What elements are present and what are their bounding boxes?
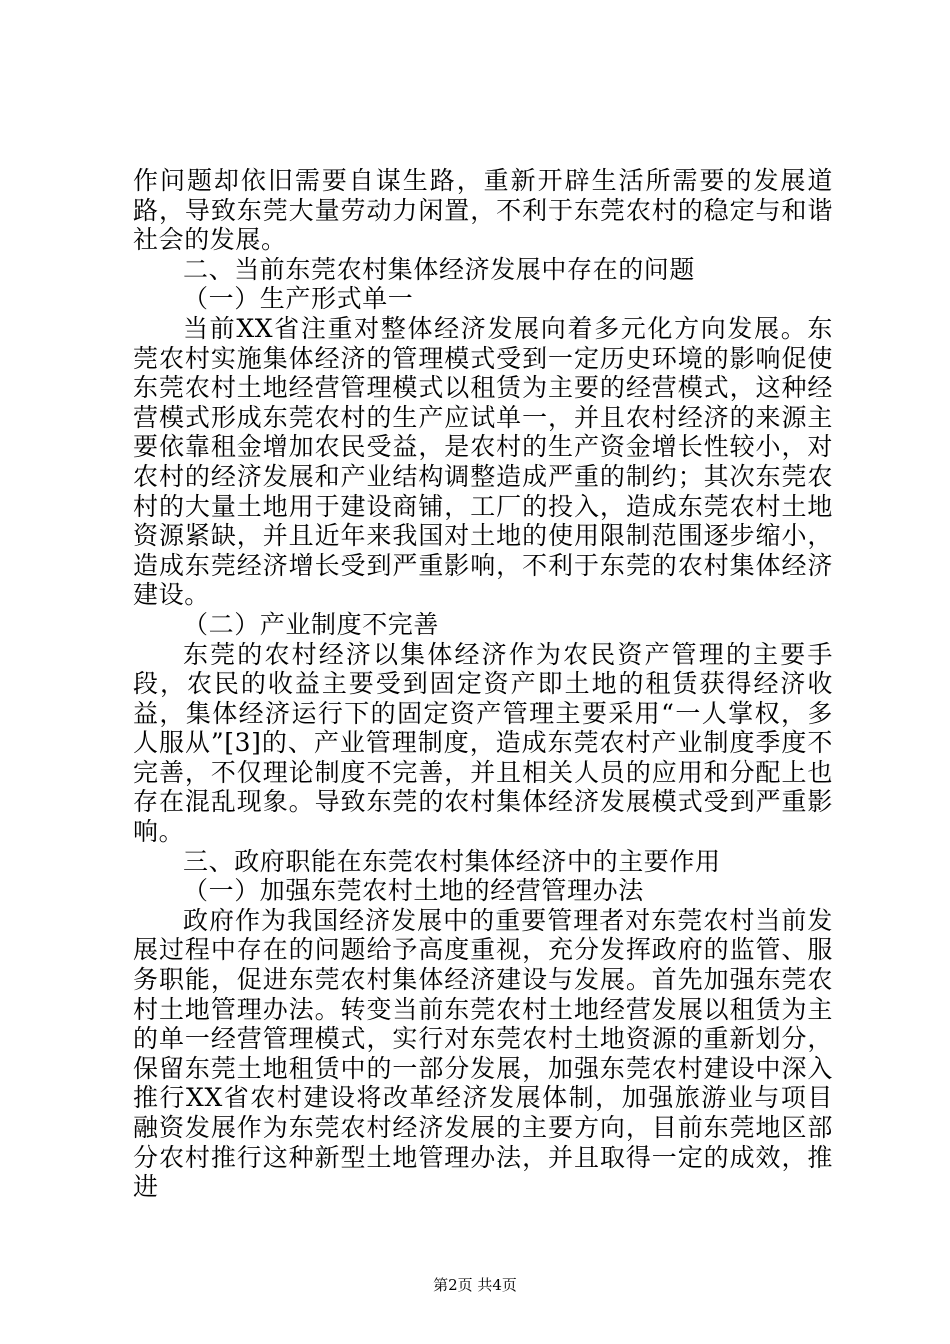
section-heading-2: 二、当前东莞农村集体经济发展中存在的问题 xyxy=(183,254,696,284)
document-body xyxy=(133,166,833,1202)
subsection-heading-2-2: （二）产业制度不完善 xyxy=(183,609,440,639)
paragraph-land-management: 政府作为我国经济发展中的重要管理者对东莞农村当前发展过程中存在的问题给予高度重视，充分发挥政府的监管、服务职能，促进东莞农村集体经济建设与发展。首先加强东莞农村土地管理办法。转变当前东莞农村土地经营发展以租赁为主的单一经营管理模式，实行对东莞农村土地资源的重新划分，保留东莞土地租赁中的一部分发展，加强东莞农村建设中深入推行XX省农村建设将改革经济发展体制，加强旅游业与项目融资发展作为东莞农村经济发展的主要方向，目前东莞地区部分农村推行这种新型土地管理办法，并且取得一定的成效，推进 xyxy=(133,905,833,1202)
paragraph-industry-system: 东莞的农村经济以集体经济作为农民资产管理的主要手段，农民的收益主要受到固定资产即土地的租赁获得经济收益，集体经济运行下的固定资产管理主要采用“一人掌权，多人服从”[3]的、产业管理制度，造成东莞农村产业制度季度不完善，不仅理论制度不完善，并且相关人员的应用和分配上也存在混乱现象。导致东莞的农村集体经济发展模式受到严重影响。 xyxy=(133,639,833,847)
section-heading-3: 三、政府职能在东莞农村集体经济中的主要作用 xyxy=(183,846,721,876)
paragraph-production-form: 当前XX省注重对整体经济发展向着多元化方向发展。东莞农村实施集体经济的管理模式受到一定历史环境的影响促使东莞农村土地经营管理模式以租赁为主要的经营模式，这种经营模式形成东莞农村的生产应试单一，并且农村经济的来源主要依靠租金增加农民受益，是农村的生产资金增长性较小，对农村的经济发展和产业结构调整造成严重的制约；其次东莞农村的大量土地用于建设商铺，工厂的投入，造成东莞农村土地资源紧缺，并且近年来我国对土地的使用限制范围逐步缩小，造成东莞经济增长受到严重影响，不利于东莞的农村集体经济建设。 xyxy=(133,313,833,610)
subsection-heading-3-1: （一）加强东莞农村土地的经营管理办法 xyxy=(183,876,644,906)
paragraph-continuation: 作问题却依旧需要自谋生路，重新开辟生活所需要的发展道路，导致东莞大量劳动力闲置，不利于东莞农村的稳定与和谐社会的发展。 xyxy=(133,166,833,255)
subsection-heading-2-1: （一）生产形式单一 xyxy=(183,284,414,314)
page-footer xyxy=(0,1275,950,1295)
page-number-label: 第2页 共4页 xyxy=(433,1276,517,1294)
